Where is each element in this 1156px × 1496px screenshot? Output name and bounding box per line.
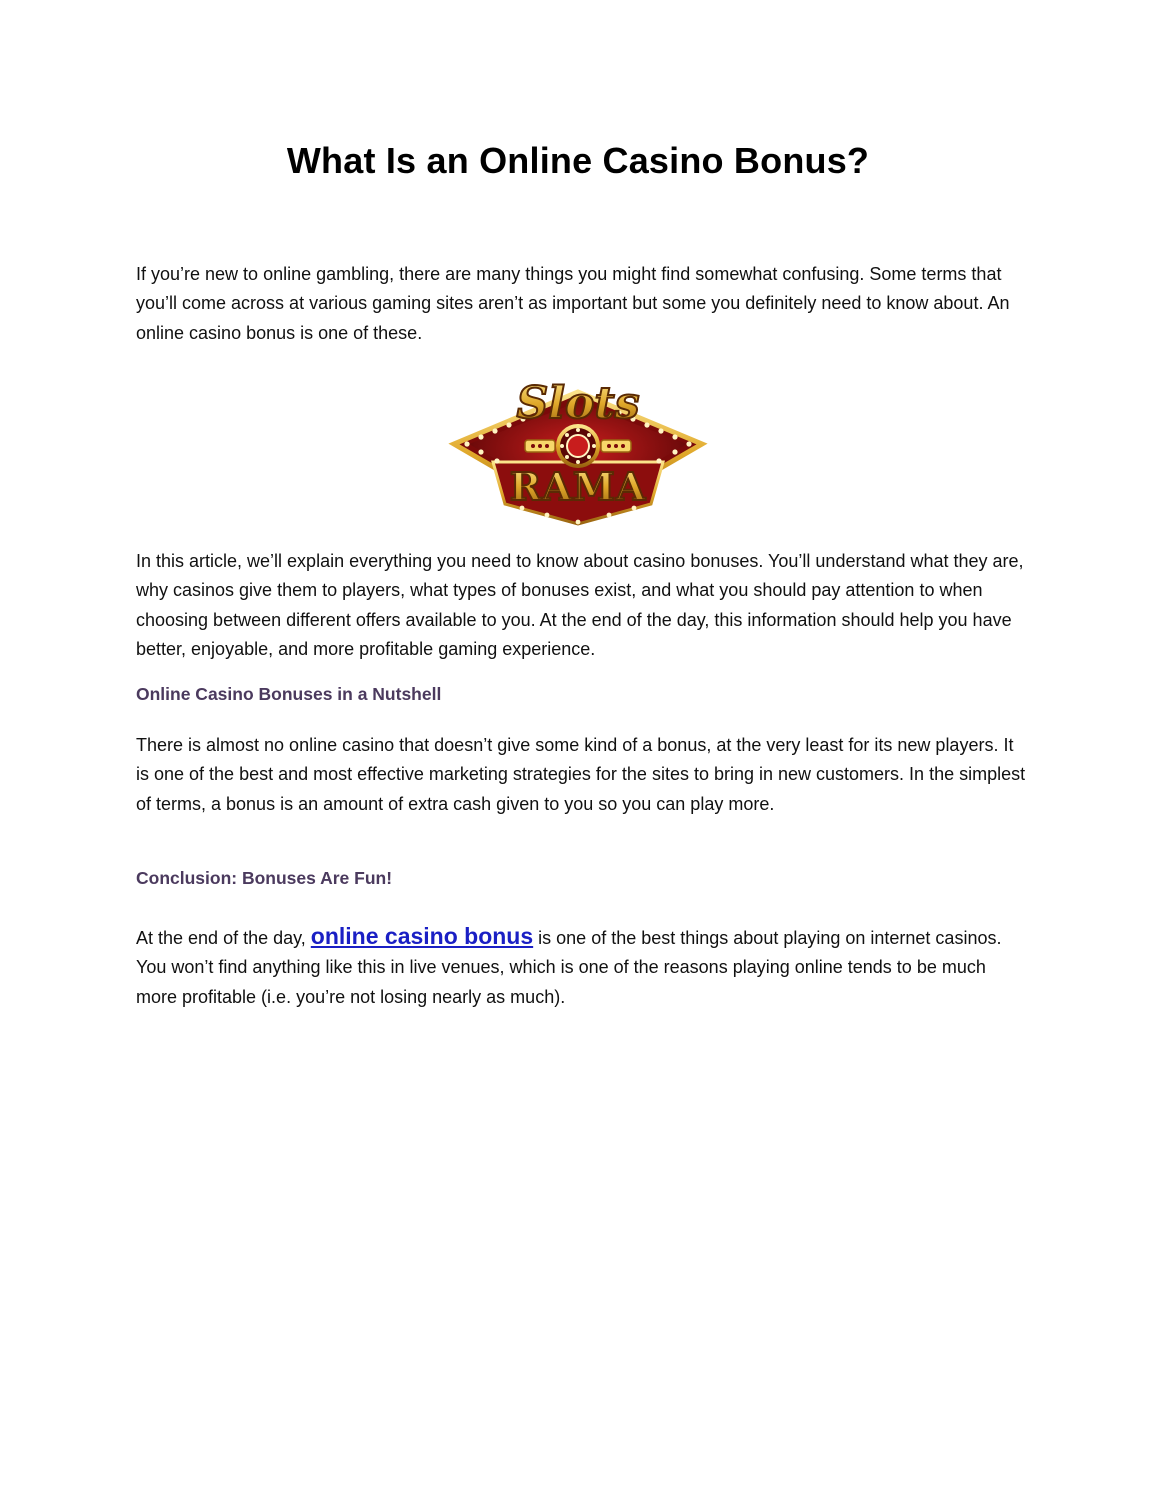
body-paragraph-2: In this article, we’ll explain everything you need to know about casino bonuses. You’ll understand what they are, why casinos give them to players, what types of bonuses exist, and what you should pay attention to when choosing between different offers available to you. At the end of the day, this information should help you have better, enjoyable, and more profitable gaming experience. — [136, 551, 1024, 659]
section-heading-conclusion: Conclusion: Bonuses Are Fun! — [136, 868, 393, 888]
section-heading-nutshell: Online Casino Bonuses in a Nutshell — [136, 684, 442, 704]
conclusion-text-after-link: is one of the best things about playing on internet casinos. You won’t find anything like this in live venues, which is one of the reasons playing online tends to be much more profitable (i.e. you’re not losing nearly as much). — [136, 928, 1002, 1007]
logo-top-word: Slots — [516, 378, 640, 429]
online-casino-bonus-link[interactable]: online casino bonus — [310, 923, 534, 949]
logo-bottom-word: RAMA — [509, 464, 647, 509]
page-title: What Is an Online Casino Bonus? — [286, 140, 870, 181]
body-paragraph-3: There is almost no online casino that doesn’t give some kind of a bonus, at the very least for its new players. It is one of the best and most effective marketing strategies for the sites to bring in new customers. In the simplest of terms, a bonus is an amount of extra cash given to you so you can play more. — [136, 735, 1026, 814]
conclusion-paragraph — [136, 922, 1026, 1012]
slots-o-rama-logo — [447, 364, 709, 530]
conclusion-text-before-link: At the end of the day, — [136, 928, 311, 948]
intro-paragraph: If you’re new to online gambling, there are many things you might find somewhat confusing. Some terms that you’ll come across at various gaming sites aren’t as important but some you definitely need to know about. An online casino bonus is one of these. — [136, 264, 1010, 343]
